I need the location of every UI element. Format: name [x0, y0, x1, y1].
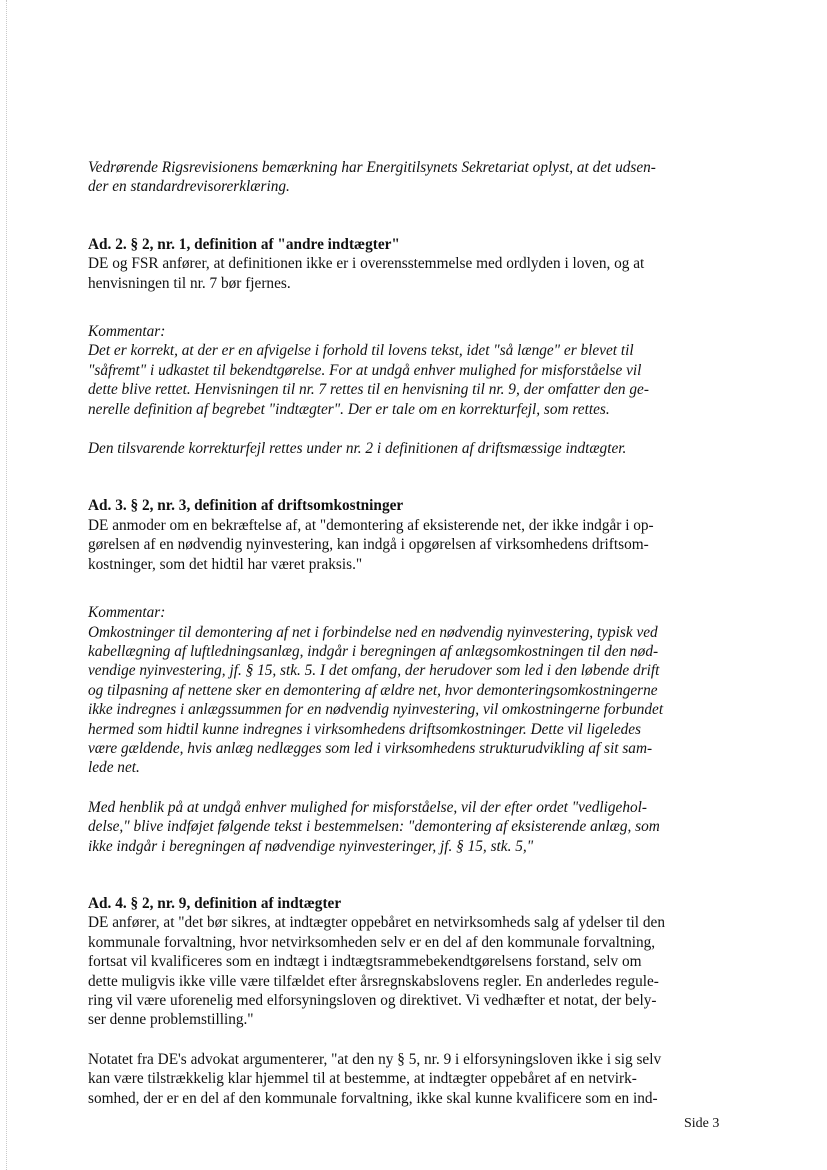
section: [88, 496, 728, 574]
text-line: henvisningen til nr. 7 bør fjernes.: [88, 274, 291, 292]
text-line: dette blive rettet. Henvisningen til nr. 7 rettes til en henvisning til nr. 9, der omfatter den ge-: [88, 381, 649, 399]
text-line: Vedrørende Rigsrevisionens bemærkning har Energitilsynets Sekretariat oplyst, at det udsen-: [88, 159, 656, 176]
text-line: vendige nyinvestering, jf. § 15, stk. 5. I det omfang, der herudover som led i den løbende drift: [88, 662, 660, 680]
text-line: ser denne problemstilling.": [88, 1011, 254, 1029]
comment-paragraph: [88, 158, 728, 197]
text-line: somhed, der er en del af den kommunale forvaltning, ikke skal kunne kvalificere som en ind-: [88, 1089, 658, 1107]
text-line: DE anfører, at "det bør sikres, at indtægter oppebåret en netvirksomheds salg af ydelser til den: [88, 914, 665, 932]
text-line: Med henblik på at undgå enhver mulighed for misforståelse, vil der efter ordet "vedligehol-: [88, 798, 647, 816]
text-line: ikke indregnes i anlægssummen for en nødvendig nyinvestering, vil omkostningerne forbundet: [88, 701, 664, 719]
block-spacer: [88, 778, 728, 798]
section-heading: Ad. 2. § 2, nr. 1, definition af "andre indtægter": [88, 235, 400, 253]
page-edge-line: [6, 0, 7, 1170]
document-body: [88, 158, 728, 1108]
text-line: nerelle definition af begrebet "indtægter". Der er tale om en korrekturfejl, som rettes.: [88, 400, 610, 418]
section: [88, 235, 728, 293]
comment-paragraph: [88, 798, 728, 856]
text-line: Notatet fra DE's advokat argumenterer, "at den ny § 5, nr. 9 i elforsyningsloven ikke i sig selv: [88, 1050, 662, 1068]
block-spacer: [88, 1030, 728, 1050]
text-line: der en standardrevisorerklæring.: [88, 178, 290, 196]
text-line: DE anmoder om en bekræftelse af, at "demontering af eksisterende net, der ikke indgår i op-: [88, 516, 654, 534]
block-spacer: [88, 574, 728, 603]
comment-paragraph: [88, 603, 728, 778]
text-line: "såfremt" i udkastet til bekendtgørelse. For at undgå enhver mulighed for misforståelse vil: [88, 361, 642, 379]
page-number: Side 3: [684, 1116, 720, 1131]
text-line: kabellægning af luftledningsanlæg, indgår i beregningen af anlægsomkostningen til den nød-: [88, 642, 659, 660]
text-line: lede net.: [88, 759, 140, 777]
block-spacer: [88, 419, 728, 439]
section-heading: Ad. 4. § 2, nr. 9, definition af indtægter: [88, 894, 342, 912]
text-line: Den tilsvarende korrekturfejl rettes under nr. 2 i definitionen af driftsmæssige indtægter.: [88, 440, 627, 458]
section-heading: Ad. 3. § 2, nr. 3, definition af driftsomkostninger: [88, 497, 404, 515]
text-line: ring vil være uforenelig med elforsyningsloven og direktivet. Vi vedhæfter et notat, der bely-: [88, 992, 657, 1009]
text-line: kostninger, som det hidtil har været praksis.": [88, 555, 363, 573]
comment-paragraph: [88, 322, 728, 419]
text-line: Kommentar:: [88, 604, 166, 622]
comment-paragraph: [88, 439, 728, 458]
paragraph: [88, 1050, 728, 1108]
section: [88, 894, 728, 1030]
block-spacer: [88, 197, 728, 235]
text-line: hermed som hidtil kunne indregnes i virksomhedens driftsomkostninger. Dette vil ligeledes: [88, 720, 641, 738]
text-line: Kommentar:: [88, 323, 166, 341]
text-line: kommunale forvaltning, hvor netvirksomheden selv er en del af den kommunale forvaltning,: [88, 933, 656, 951]
text-line: kan være tilstrækkelig klar hjemmel til at bestemme, at indtægter oppebåret af en netvirk-: [88, 1070, 637, 1088]
text-line: ikke indgår i beregningen af nødvendige nyinvesteringer, jf. § 15, stk. 5,": [88, 837, 534, 855]
text-line: og tilpasning af nettene sker en demontering af ældre net, hvor demonteringsomkostningerne: [88, 681, 658, 699]
text-line: Omkostninger til demontering af net i forbindelse ned en nødvendig nyinvestering, typisk ved: [88, 623, 658, 641]
text-line: dette muligvis ikke ville være tilfældet efter årsregnskabslovens regler. En anderledes regule-: [88, 972, 659, 990]
text-line: DE og FSR anfører, at definitionen ikke er i overensstemmelse med ordlyden i loven, og at: [88, 255, 645, 273]
block-spacer: [88, 856, 728, 894]
text-line: delse," blive indføjet følgende tekst i bestemmelsen: "demontering af eksisterende anlæg, som: [88, 818, 660, 836]
text-line: fortsat vil kvalificeres som en indtægt i indtægtsrammebekendtgørelsens forstand, selv om: [88, 953, 642, 971]
block-spacer: [88, 458, 728, 496]
text-line: være gældende, hvis anlæg nedlægges som led i virksomhedens strukturudvikling af sit sam-: [88, 739, 653, 757]
text-line: gørelsen af en nødvendig nyinvestering, kan indgå i opgørelsen af virksomhedens driftsom-: [88, 536, 649, 554]
block-spacer: [88, 293, 728, 322]
text-line: Det er korrekt, at der er en afvigelse i forhold til lovens tekst, idet "så længe" er blevet til: [88, 342, 634, 360]
